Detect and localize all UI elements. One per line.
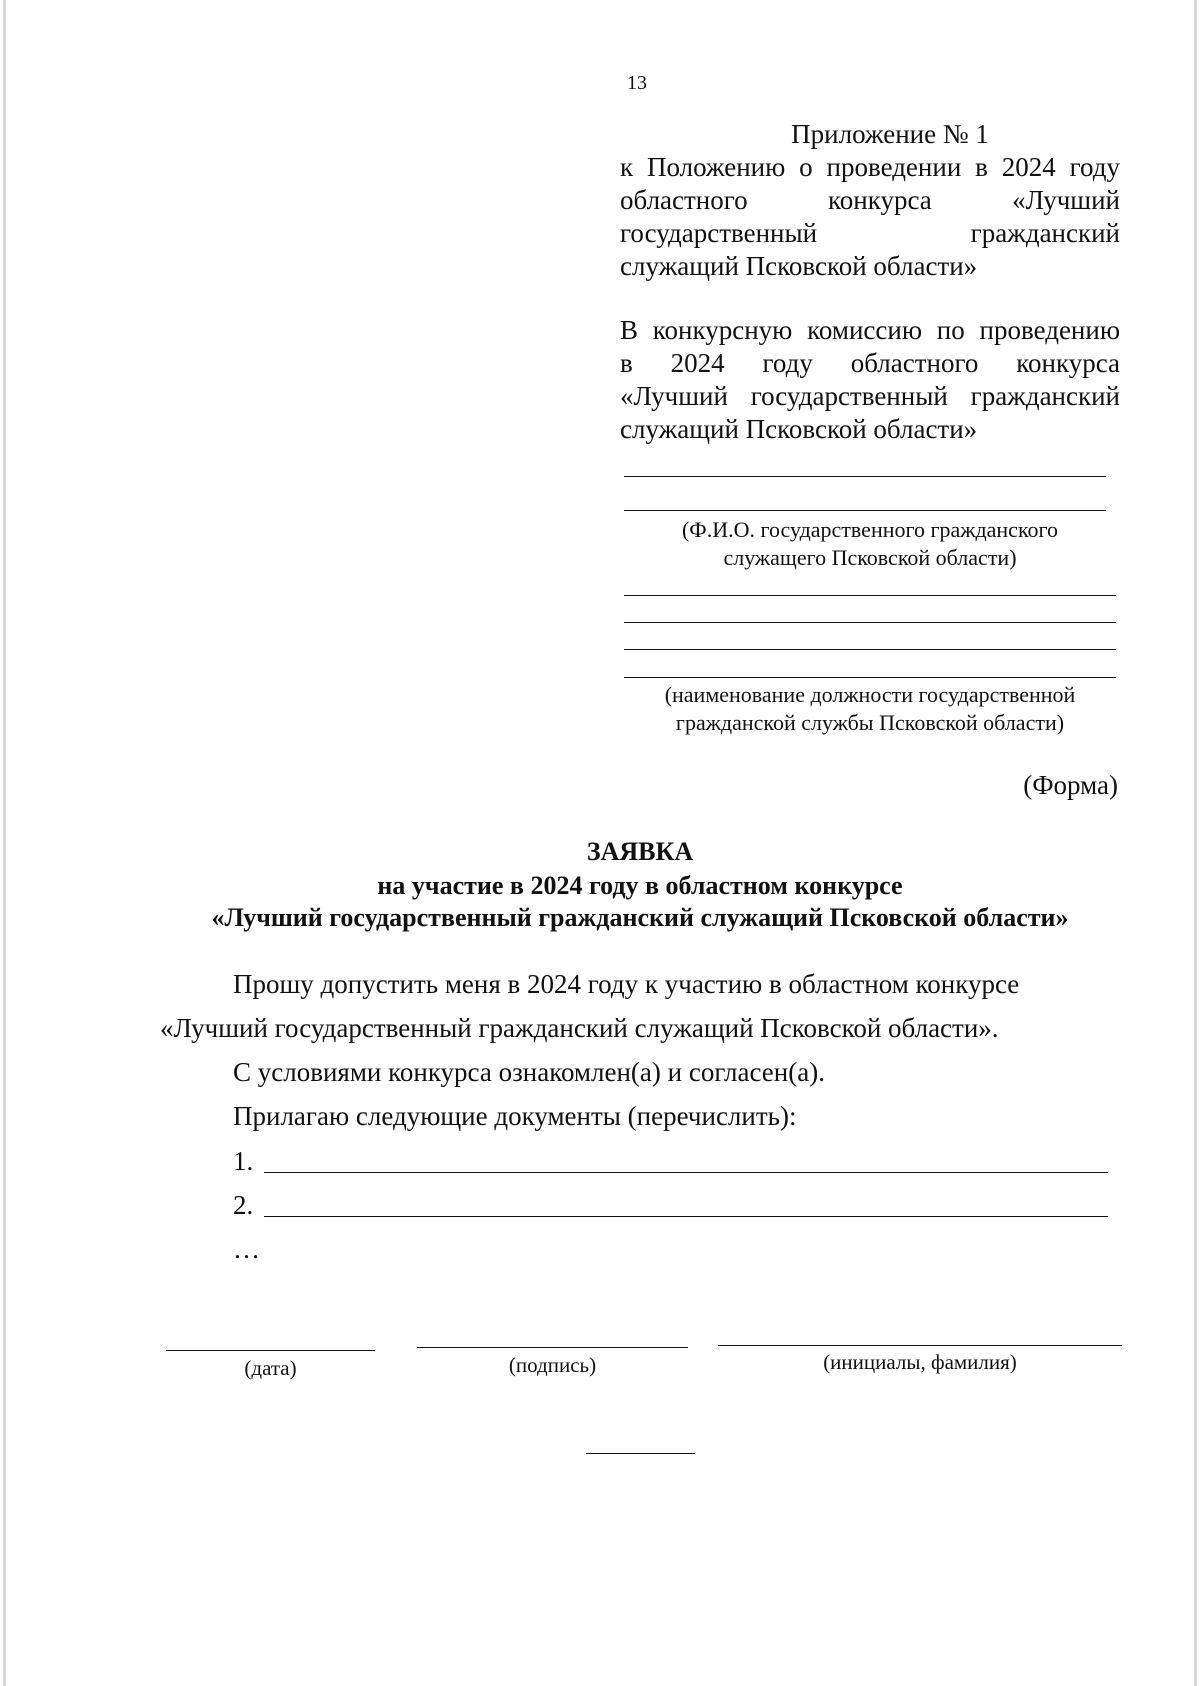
- list-item-2-line[interactable]: [264, 1216, 1108, 1217]
- attachments-text: Прилагаю следующие документы (перечислить):: [233, 1101, 797, 1131]
- name-caption: (инициалы, фамилия): [823, 1350, 1017, 1374]
- scan-edge-right: [1194, 0, 1197, 1686]
- page-number: 13: [627, 72, 647, 94]
- fio-line-1[interactable]: [624, 476, 1106, 477]
- form-label: (Форма): [1023, 770, 1118, 800]
- fio-caption: [620, 516, 1120, 572]
- name-line[interactable]: [718, 1345, 1122, 1346]
- signature-line[interactable]: [417, 1347, 688, 1348]
- addressee-block: [620, 314, 1120, 446]
- scan-edge-left: [3, 0, 6, 1686]
- addressee-line-3: «Лучший государственный гражданский: [620, 381, 1120, 411]
- appendix-title: Приложение № 1: [791, 119, 989, 149]
- position-line-2[interactable]: [624, 622, 1116, 623]
- position-line-3[interactable]: [624, 649, 1116, 650]
- addressee-line-2: в 2024 году областного конкурса: [620, 348, 1120, 378]
- request-line-1: Прошу допустить меня в 2024 году к участию в областном конкурсе: [233, 969, 1020, 999]
- list-ellipsis: …: [233, 1234, 260, 1264]
- date-line[interactable]: [166, 1350, 375, 1351]
- appendix-line-1: к Положению о проведении в 2024 году: [620, 152, 1120, 182]
- appendix-line-4: служащий Псковской области»: [620, 251, 978, 281]
- position-line-1[interactable]: [624, 595, 1116, 596]
- appendix-line-3: государственный гражданский: [620, 218, 1120, 248]
- date-caption: (дата): [244, 1356, 297, 1380]
- request-line-2: «Лучший государственный гражданский служащий Псковской области».: [160, 1013, 999, 1043]
- closing-line: [586, 1453, 695, 1454]
- position-line-4[interactable]: [624, 677, 1116, 678]
- addressee-line-1: В конкурсную комиссию по проведению: [620, 315, 1120, 345]
- fio-caption-line-1: (Ф.И.О. государственного гражданского: [681, 517, 1058, 542]
- document-subtitle-1: на участие в 2024 году в областном конкурсе: [377, 871, 903, 900]
- fio-caption-line-2: служащего Псковской области): [723, 545, 1017, 570]
- list-item-1-line[interactable]: [264, 1172, 1108, 1173]
- list-item-1-number: 1.: [233, 1146, 254, 1176]
- fio-line-2[interactable]: [624, 510, 1106, 511]
- request-paragraph: [160, 962, 1120, 1138]
- agreement-text: С условиями конкурса ознакомлен(а) и согласен(а).: [233, 1057, 825, 1087]
- position-caption: [620, 681, 1120, 737]
- document-title: ЗАЯВКА: [586, 837, 694, 866]
- appendix-line-2: областного конкурса «Лучший: [620, 185, 1120, 215]
- position-caption-line-2: гражданской службы Псковской области): [675, 710, 1065, 735]
- addressee-line-4: служащий Псковской области»: [620, 414, 978, 444]
- signature-caption: (подпись): [508, 1353, 597, 1377]
- list-item-2-number: 2.: [233, 1190, 254, 1220]
- document-subtitle-2: «Лучший государственный гражданский служащий Псковской области»: [211, 903, 1069, 932]
- appendix-block: [620, 118, 1120, 283]
- position-caption-line-1: (наименование должности государственной: [664, 682, 1076, 707]
